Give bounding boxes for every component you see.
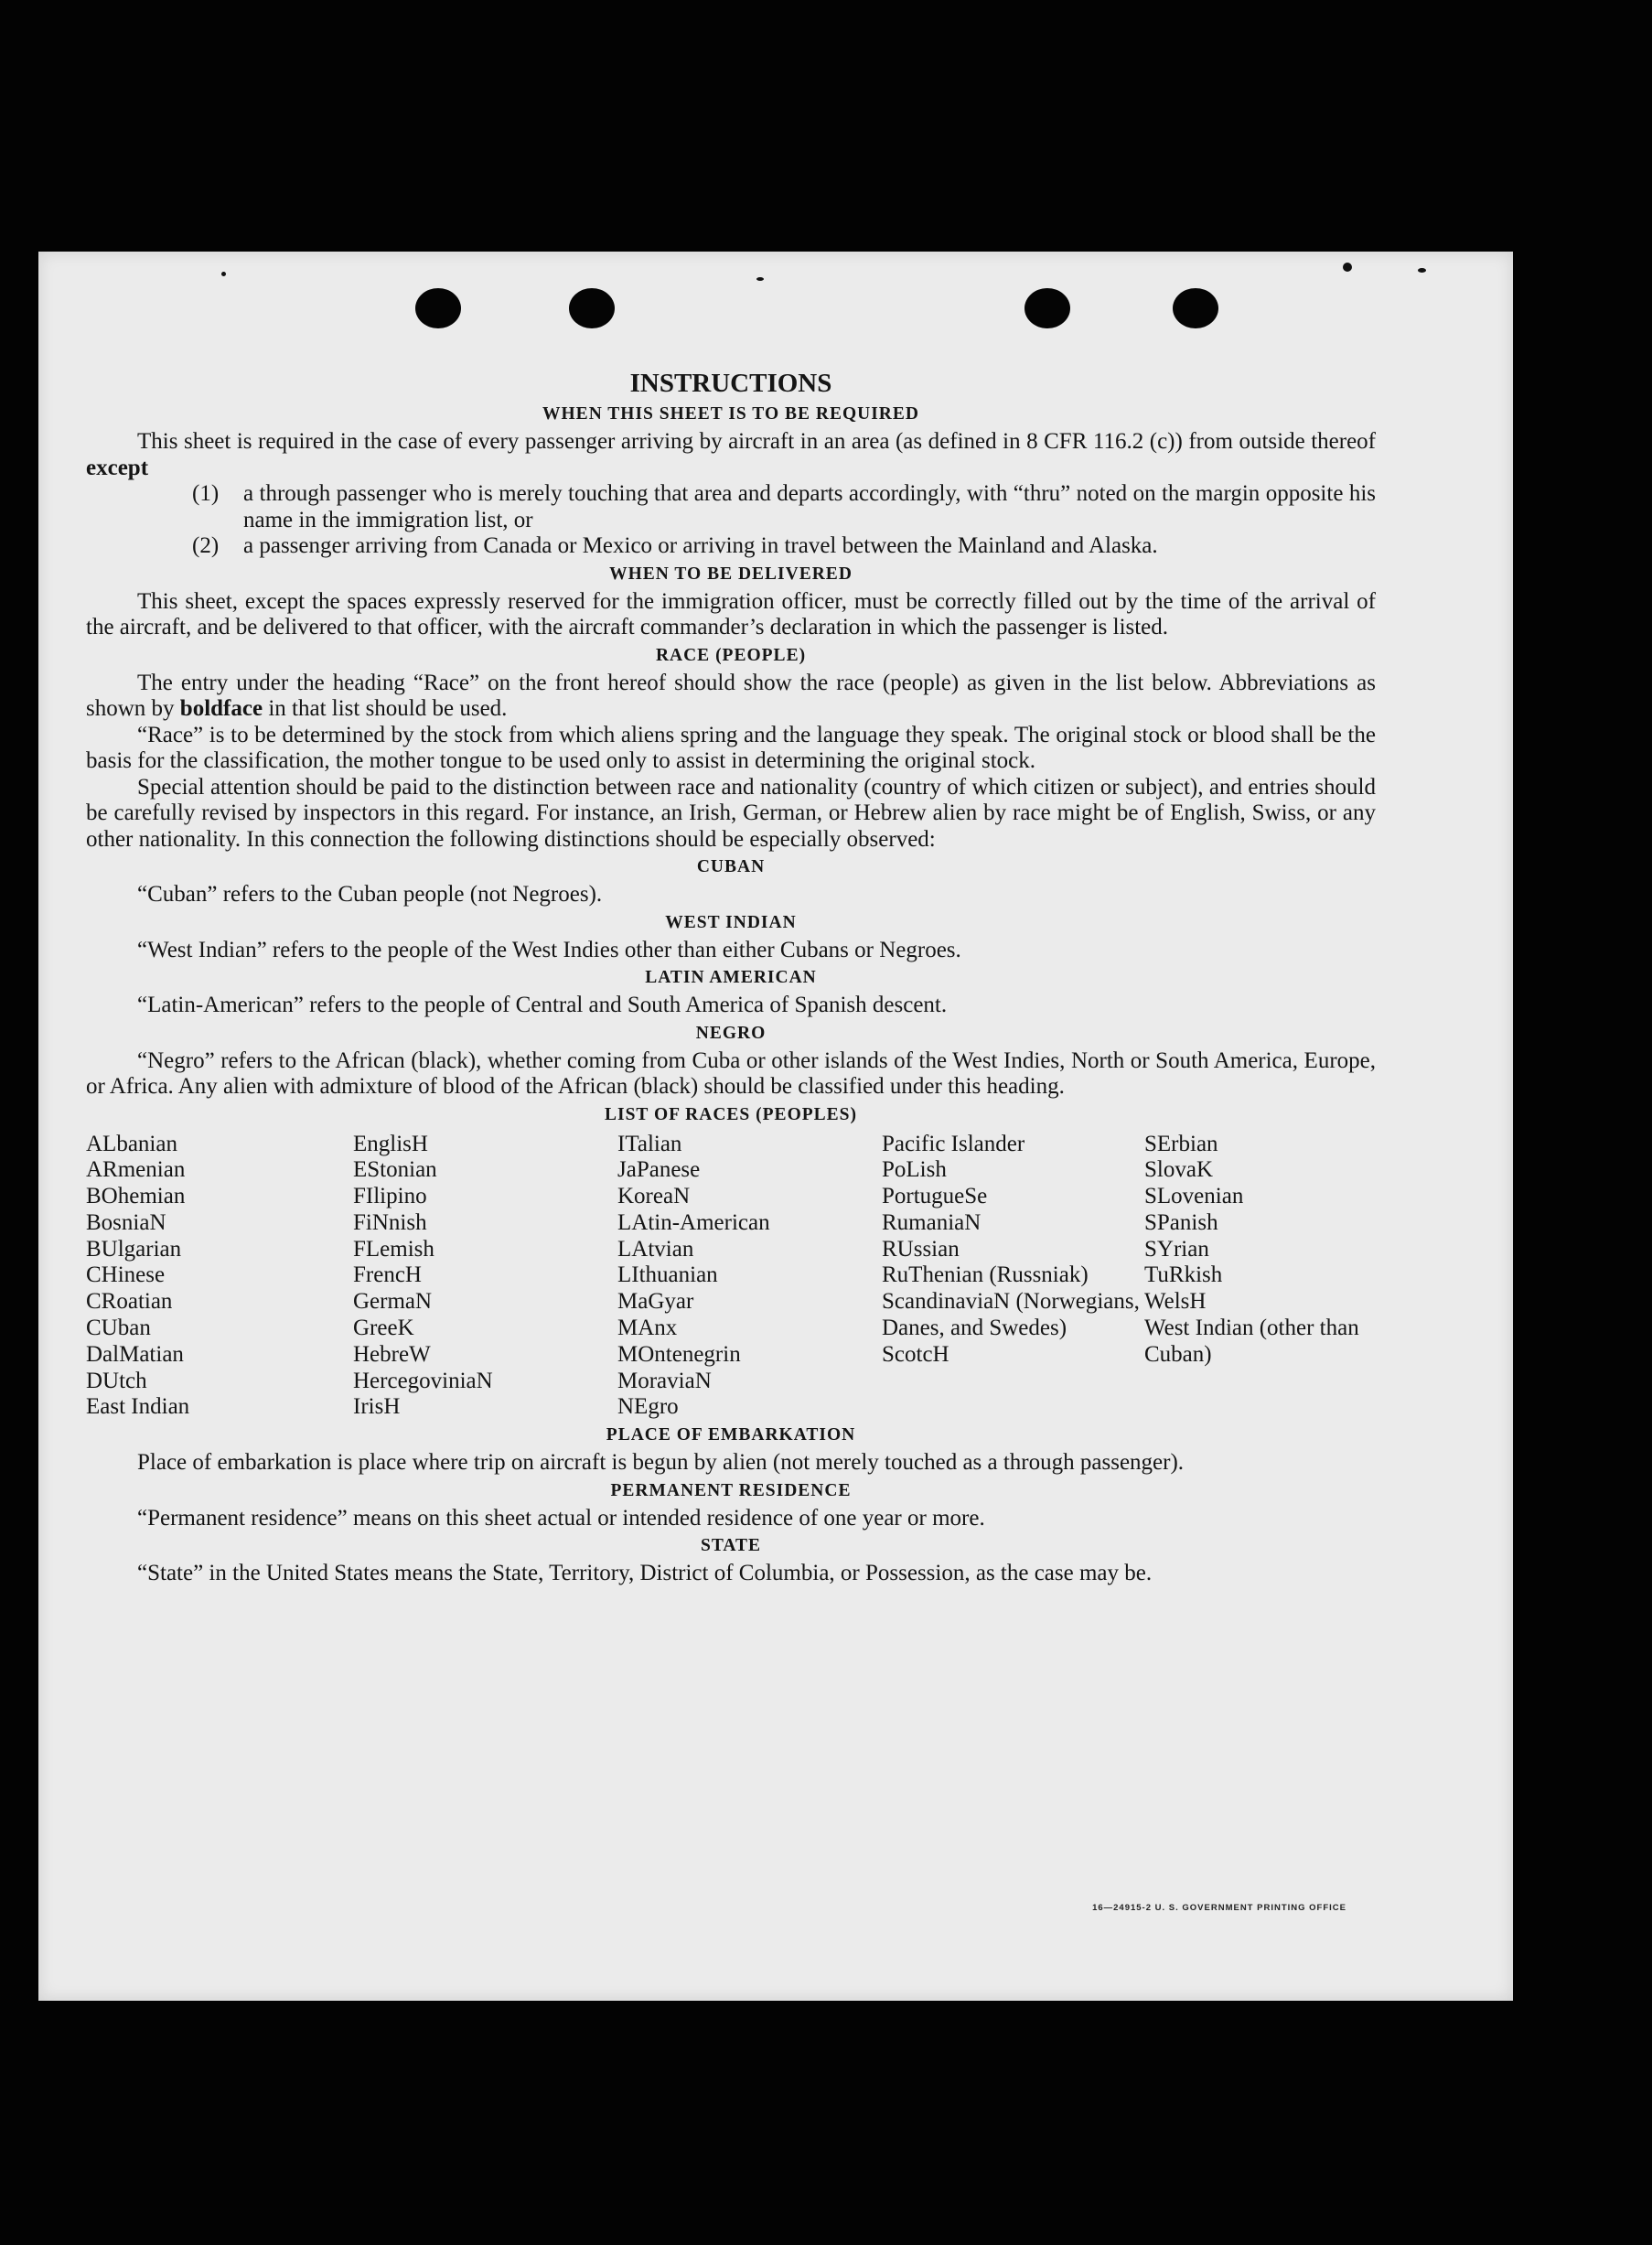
required-intro (86, 429, 1376, 481)
race-paragraph-1 (86, 671, 1376, 723)
race-paragraph-2: “Race” is to be determined by the stock from which aliens spring and the language they speak. The original stock or blood shall be the basis for the classification, the mother tongue to be used only to assist in determining the original stock. (86, 722, 1376, 773)
race-column (617, 1132, 882, 1422)
latin-american-text: “Latin-American” refers to the people of Central and South America of Spanish descent. (137, 993, 948, 1017)
race-entry: SPanish (1144, 1209, 1218, 1235)
race-column (353, 1132, 617, 1422)
race-entry: LIthuanian (617, 1262, 718, 1288)
race-entry: LAtvian (617, 1236, 694, 1262)
race-entry: MaGyar (617, 1289, 694, 1315)
delivered-text: This sheet, except the spaces expressly reserved for the immigration officer, must be correctly filled out by the time of the arrival of the aircraft, and be delivered to that officer, with the aircraft commander’s declaration in which the passenger is listed. (86, 588, 1376, 639)
race-p1-start: The entry under the heading “Race” on the front hereof should show the race (people) as given in the list below. Abbreviations as shown by (86, 670, 1376, 721)
heading-cuban: CUBAN (696, 857, 766, 876)
exception-number: (1) (192, 481, 220, 506)
race-p1-end: in that list should be used. (263, 696, 508, 721)
race-entry: EnglisH (353, 1131, 428, 1156)
page-title: INSTRUCTIONS (629, 369, 832, 398)
heading-permanent-residence: PERMANENT RESIDENCE (610, 1480, 852, 1500)
race-entry: TuRkish (1144, 1262, 1223, 1288)
race-p1-bold: boldface (179, 696, 263, 721)
race-entry: CRoatian (86, 1289, 173, 1315)
race-entry: SLovenian (1144, 1184, 1244, 1209)
race-entry: FrencH (353, 1262, 422, 1288)
race-entry: ScandinaviaN (Norwegians, Danes, and Swedes) (882, 1289, 1140, 1341)
punch-hole (415, 288, 461, 328)
cuban-text: “Cuban” refers to the Cuban people (not Negroes). (137, 882, 603, 907)
race-entry: NEgro (617, 1394, 679, 1420)
exception-item (192, 481, 1376, 533)
west-indian-text: “West Indian” refers to the people of the West Indies other than either Cubans or Negroes. (137, 937, 961, 962)
race-entry: SlovaK (1144, 1157, 1213, 1183)
dust-speck (1343, 263, 1352, 272)
race-entry: ALbanian (86, 1131, 177, 1156)
race-entry: DUtch (86, 1368, 147, 1393)
race-entry: BosniaN (86, 1209, 166, 1235)
state-text: “State” in the United States means the State, Territory, District of Columbia, or Possession, as the case may be. (137, 1561, 1153, 1586)
exception-number: (2) (192, 533, 220, 558)
race-entry: FiNnish (353, 1209, 427, 1235)
required-intro-except: except (86, 455, 149, 480)
race-entry: GermaN (353, 1289, 433, 1315)
race-entry: ARmenian (86, 1157, 186, 1183)
race-entry: JaPanese (617, 1157, 701, 1183)
race-entry: DalMatian (86, 1341, 184, 1367)
race-entry: East Indian (86, 1394, 190, 1420)
dust-speck (1418, 268, 1426, 273)
race-entry: Pacific Islander (882, 1131, 1025, 1156)
race-entry: KoreaN (617, 1184, 691, 1209)
heading-latin-american: LATIN AMERICAN (645, 968, 817, 987)
heading-state: STATE (700, 1536, 762, 1556)
race-list (86, 1132, 1376, 1422)
heading-west-indian: WEST INDIAN (665, 912, 797, 932)
race-entry: HercegoviniaN (353, 1368, 493, 1393)
punch-hole (1024, 288, 1070, 328)
race-entry: West Indian (other than Cuban) (1144, 1316, 1359, 1367)
heading-embarkation: PLACE OF EMBARKATION (606, 1425, 856, 1445)
race-entry: PortugueSe (882, 1184, 988, 1209)
race-entry: SYrian (1144, 1236, 1209, 1262)
race-entry: RumaniaN (882, 1209, 982, 1235)
required-intro-text: This sheet is required in the case of every passenger arriving by aircraft in an area (as defined in 8 CFR 116.2 (c)) from outside thereof (137, 429, 1376, 454)
race-entry: MOntenegrin (617, 1341, 741, 1367)
race-column (882, 1132, 1144, 1422)
heading-required: WHEN THIS SHEET IS TO BE REQUIRED (542, 404, 919, 424)
race-paragraph-3: Special attention should be paid to the distinction between race and nationality (country of which citizen or subject), and entries should be carefully revised by inspectors in this regard. For instance, an Irish, German, or Hebrew alien by race might be of English, Swiss, or any other nationality. In this connection the following distinctions should be especially observed: (86, 774, 1376, 852)
heading-race: RACE (PEOPLE) (655, 645, 807, 665)
race-entry: GreeK (353, 1316, 414, 1341)
punch-hole (1173, 288, 1218, 328)
race-entry: ITalian (617, 1131, 682, 1156)
embarkation-text: Place of embarkation is place where trip on aircraft is begun by alien (not merely touched as a through passenger). (137, 1450, 1185, 1476)
race-column (1144, 1132, 1376, 1422)
race-column (86, 1132, 353, 1422)
exception-text: a passenger arriving from Canada or Mexico or arriving in travel between the Mainland and Alaska. (243, 533, 1158, 558)
race-entry: MAnx (617, 1316, 678, 1341)
exception-text: a through passenger who is merely touching that area and departs accordingly, with “thru” noted on the margin opposite his name in the immigration list, or (243, 481, 1376, 532)
race-entry: BUlgarian (86, 1236, 182, 1262)
document-sheet (38, 252, 1513, 2001)
printing-office-imprint: 16—24915-2 U. S. GOVERNMENT PRINTING OFFICE (1092, 1903, 1346, 1913)
race-entry: FLemish (353, 1236, 434, 1262)
race-entry: CUban (86, 1316, 151, 1341)
race-entry: FIlipino (353, 1184, 427, 1209)
race-entry: HebreW (353, 1341, 431, 1367)
heading-delivered: WHEN TO BE DELIVERED (609, 564, 853, 584)
instructions-content (86, 367, 1376, 1587)
race-entry: ScotcH (882, 1341, 949, 1367)
heading-list-of-races: LIST OF RACES (PEOPLES) (604, 1104, 857, 1124)
race-entry: PoLish (882, 1157, 947, 1183)
race-entry: WelsH (1144, 1289, 1207, 1315)
race-entry: EStonian (353, 1157, 437, 1183)
race-entry: RuThenian (Russniak) (882, 1262, 1089, 1288)
punch-hole (569, 288, 615, 328)
race-entry: RUssian (882, 1236, 960, 1262)
dust-speck (756, 277, 764, 281)
heading-negro: NEGRO (695, 1023, 767, 1043)
race-entry: BOhemian (86, 1184, 186, 1209)
race-entry: MoraviaN (617, 1368, 712, 1393)
race-entry: LAtin-American (617, 1209, 770, 1235)
dust-speck (221, 272, 226, 276)
race-entry: IrisH (353, 1394, 401, 1420)
exception-item (192, 533, 1376, 560)
race-entry: CHinese (86, 1262, 166, 1288)
negro-text: “Negro” refers to the African (black), whether coming from Cuba or other islands of the West Indies, North or South America, Europe, or Africa. Any alien with admixture of blood of the African (black) should be classified under this heading. (86, 1047, 1376, 1099)
residence-text: “Permanent residence” means on this sheet actual or intended residence of one year or more. (137, 1505, 985, 1531)
race-entry: SErbian (1144, 1131, 1218, 1156)
